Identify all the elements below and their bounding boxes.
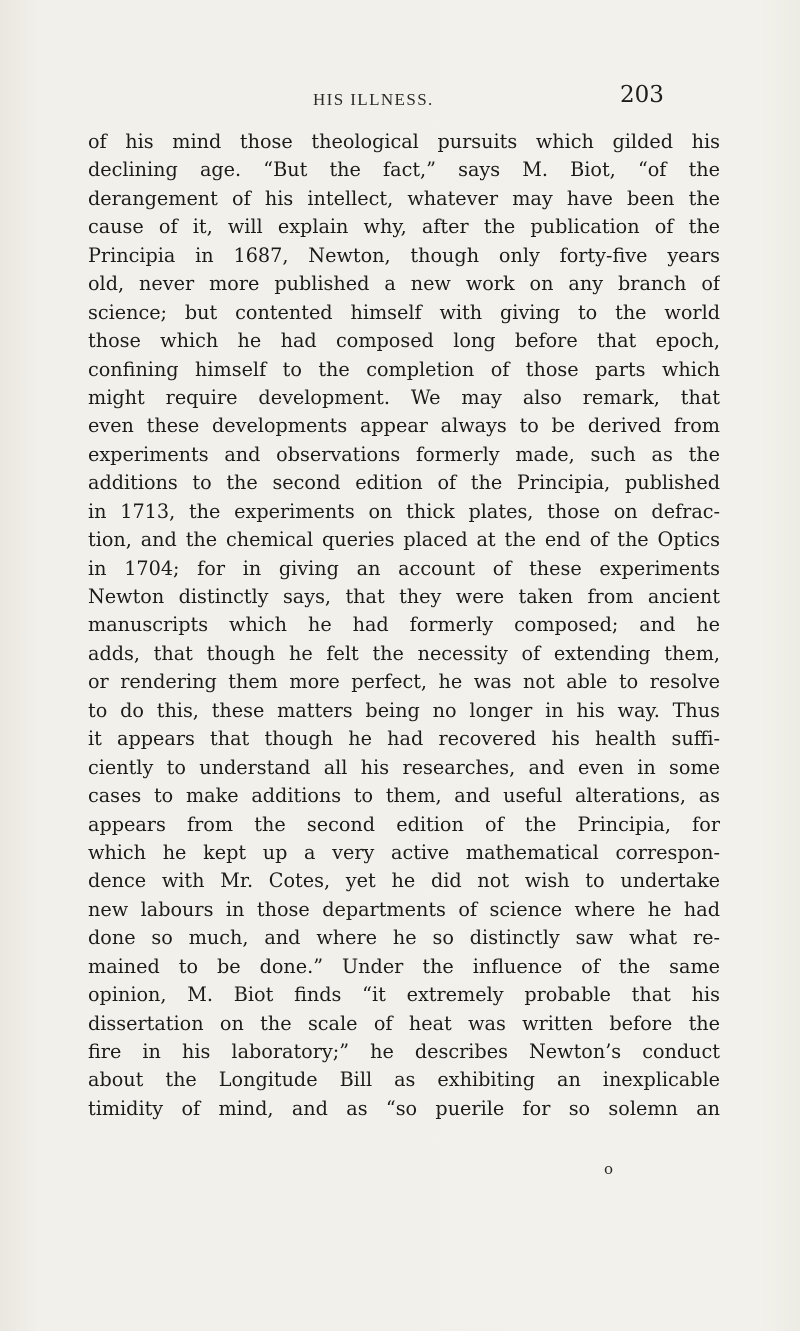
text-line: experiments and observations formerly made, such as the xyxy=(88,442,720,466)
text-line: even these developments appear always to be derived from xyxy=(88,414,720,438)
text-line: which he kept up a very active mathematical correspon- xyxy=(88,840,720,864)
text-line: in 1704; for in giving an account of these experiments xyxy=(88,556,720,580)
text-line: fire in his laboratory;” he describes Newton’s conduct xyxy=(88,1040,720,1063)
text-line: additions to the second edition of the Principia, published xyxy=(88,471,720,495)
text-line: might require development. We may also remark, that xyxy=(88,385,720,409)
text-line: declining age. “But the fact,” says M. Biot, “of the xyxy=(88,158,720,182)
text-line: ciently to understand all his researches, and even in some xyxy=(88,755,720,779)
text-line: in 1713, the experiments on thick plates, those on defrac- xyxy=(88,499,720,523)
text-line: tion, and the chemical queries placed at the end of the Optics xyxy=(88,528,720,552)
text-line: confining himself to the completion of those parts which xyxy=(88,357,720,381)
text-line: appears from the second edition of the Principia, for xyxy=(88,812,720,836)
text-line: about the Longitude Bill as exhibiting an inexplicable xyxy=(88,1068,720,1092)
text-line: dissertation on the scale of heat was written before the xyxy=(88,1011,720,1035)
text-line: Newton distinctly says, that they were taken from ancient xyxy=(88,585,720,608)
text-line: timidity of mind, and as “so puerile for so solemn an xyxy=(88,1096,720,1120)
text-line: cases to make additions to them, and useful alterations, as xyxy=(88,784,720,808)
signature-mark: o xyxy=(604,1160,614,1178)
running-head: HIS ILLNESS. xyxy=(313,90,434,109)
text-line: or rendering them more perfect, he was not able to resolve xyxy=(88,670,720,694)
text-line: opinion, M. Biot finds “it extremely probable that his xyxy=(88,983,720,1007)
text-line: derangement of his intellect, whatever may have been the xyxy=(88,186,720,210)
text-line: science; but contented himself with giving to the world xyxy=(88,300,720,324)
text-line: dence with Mr. Cotes, yet he did not wish to undertake xyxy=(88,869,720,893)
text-line: of his mind those theological pursuits which gilded his xyxy=(88,130,720,153)
text-line: those which he had composed long before that epoch, xyxy=(88,329,720,353)
text-line: adds, that though he felt the necessity of extending them, xyxy=(88,641,720,665)
text-line: manuscripts which he had formerly composed; and he xyxy=(88,613,720,637)
body-text xyxy=(88,128,720,1123)
text-line: cause of it, will explain why, after the publication of the xyxy=(88,215,720,239)
page-number: 203 xyxy=(620,82,664,108)
text-line: new labours in those departments of science where he had xyxy=(88,897,720,921)
text-line: old, never more published a new work on any branch of xyxy=(88,272,720,296)
text-line: to do this, these matters being no longer in his way. Thus xyxy=(88,698,720,722)
text-line: Principia in 1687, Newton, though only forty-five years xyxy=(88,243,720,267)
text-line: mained to be done.” Under the influence of the same xyxy=(88,954,720,978)
text-line: done so much, and where he so distinctly saw what re- xyxy=(88,926,720,950)
text-line: it appears that though he had recovered his health suffi- xyxy=(88,727,720,751)
